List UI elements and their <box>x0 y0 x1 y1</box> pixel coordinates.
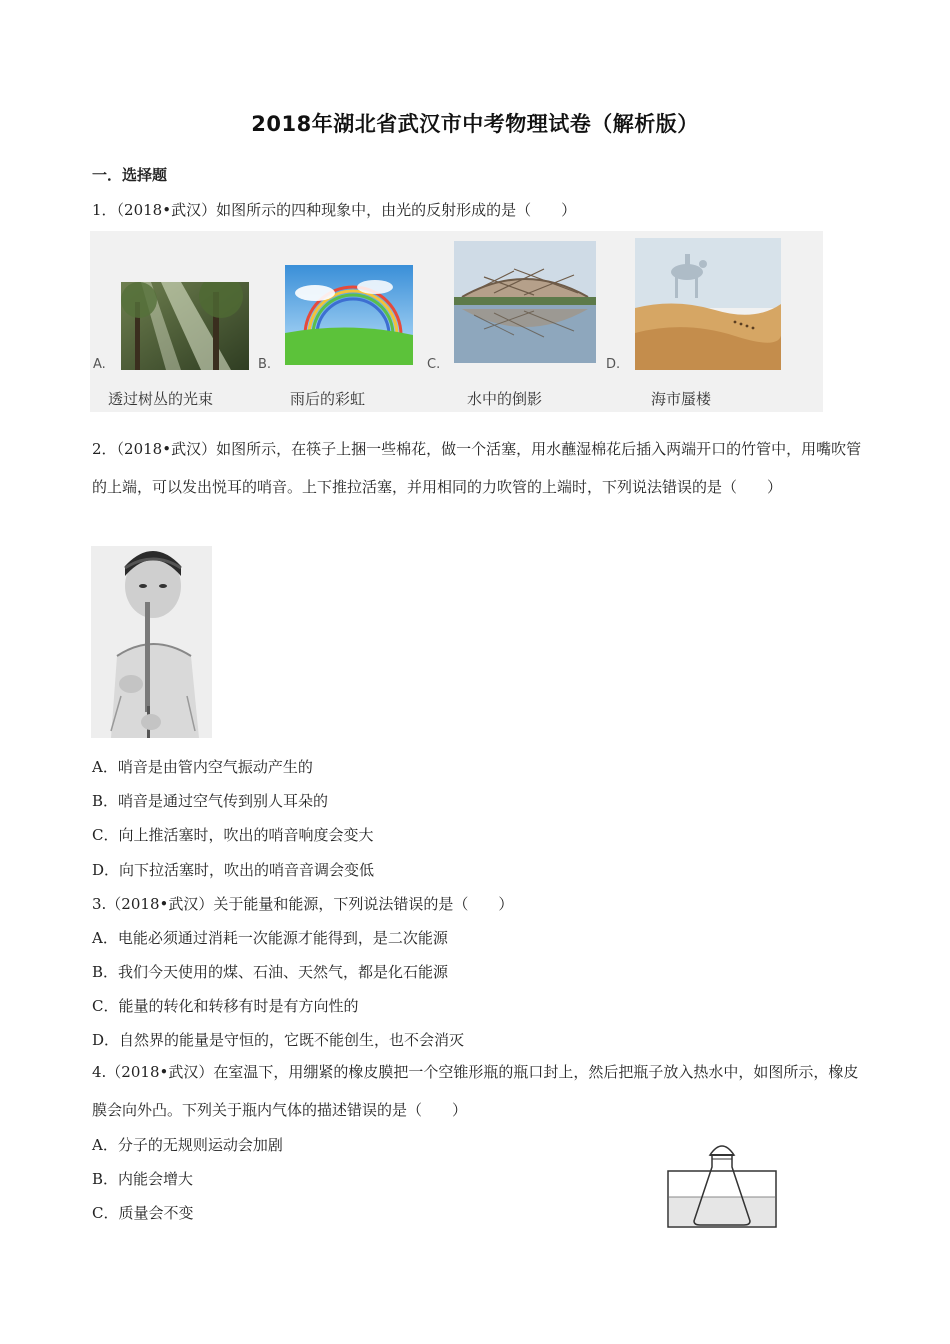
option-c-caption: 水中的倒影 <box>467 390 543 408</box>
question-2-option-b: B．哨音是通过空气传到别人耳朵的 <box>92 792 329 810</box>
question-4-option-b: B．内能会增大 <box>92 1170 194 1188</box>
question-4-option-a: A．分子的无规则运动会加剧 <box>92 1136 283 1154</box>
option-a-caption: 透过树丛的光束 <box>108 390 214 408</box>
option-c-letter: C. <box>427 357 441 372</box>
option-d-letter: D. <box>606 357 621 372</box>
option-b-caption: 雨后的彩虹 <box>290 390 366 408</box>
mirage-image <box>635 238 781 370</box>
whistle-girl-figure <box>91 546 212 742</box>
question-3-option-c: C．能量的转化和转移有时是有方向性的 <box>92 997 359 1015</box>
stadium-reflection-image <box>454 241 596 363</box>
question-3-option-d: D．自然界的能量是守恒的，它既不能创生，也不会消灭 <box>92 1031 465 1049</box>
question-2-option-a: A．哨音是由管内空气振动产生的 <box>92 758 313 776</box>
flask-in-hot-water-figure <box>660 1133 782 1235</box>
document-title: 2018年湖北省武汉市中考物理试卷（解析版） <box>251 112 699 136</box>
question-3-option-a: A．电能必须通过消耗一次能源才能得到，是二次能源 <box>92 929 448 947</box>
question-1-stem: 1．（2018•武汉）如图所示的四种现象中，由光的反射形成的是（ ） <box>92 201 577 219</box>
option-b-letter: B. <box>258 357 272 372</box>
question-4-option-c: C．质量会不变 <box>92 1204 194 1222</box>
question-3-option-b: B．我们今天使用的煤、石油、天然气，都是化石能源 <box>92 963 449 981</box>
question-2-stem: 2．（2018•武汉）如图所示，在筷子上捆一些棉花，做一个活塞，用水蘸湿棉花后插入两端开口的竹管中，用嘴吹管的上端，可以发出悦耳的哨音。上下推拉活塞，并用相同的力吹管的上端时，下列说法错误的是（ ） <box>92 440 862 496</box>
question-4-stem: 4.（2018•武汉）在室温下，用绷紧的橡皮膜把一个空锥形瓶的瓶口封上，然后把瓶子放入热水中，如图所示，橡皮膜会向外凸。下列关于瓶内气体的描述错误的是（ ） <box>92 1063 859 1119</box>
option-d-caption: 海市蜃楼 <box>651 390 712 408</box>
question-1-figure-strip <box>90 231 823 412</box>
forest-light-image <box>121 282 249 370</box>
question-3-stem: 3.（2018•武汉）关于能量和能源，下列说法错误的是（ ） <box>92 895 514 913</box>
question-2-option-c: C．向上推活塞时，吹出的哨音响度会变大 <box>92 826 374 844</box>
section-heading: 一．选择题 <box>92 166 168 184</box>
question-2-option-d: D．向下拉活塞时，吹出的哨音音调会变低 <box>92 861 375 879</box>
rainbow-image <box>285 265 413 365</box>
option-a-letter: A. <box>93 357 106 372</box>
